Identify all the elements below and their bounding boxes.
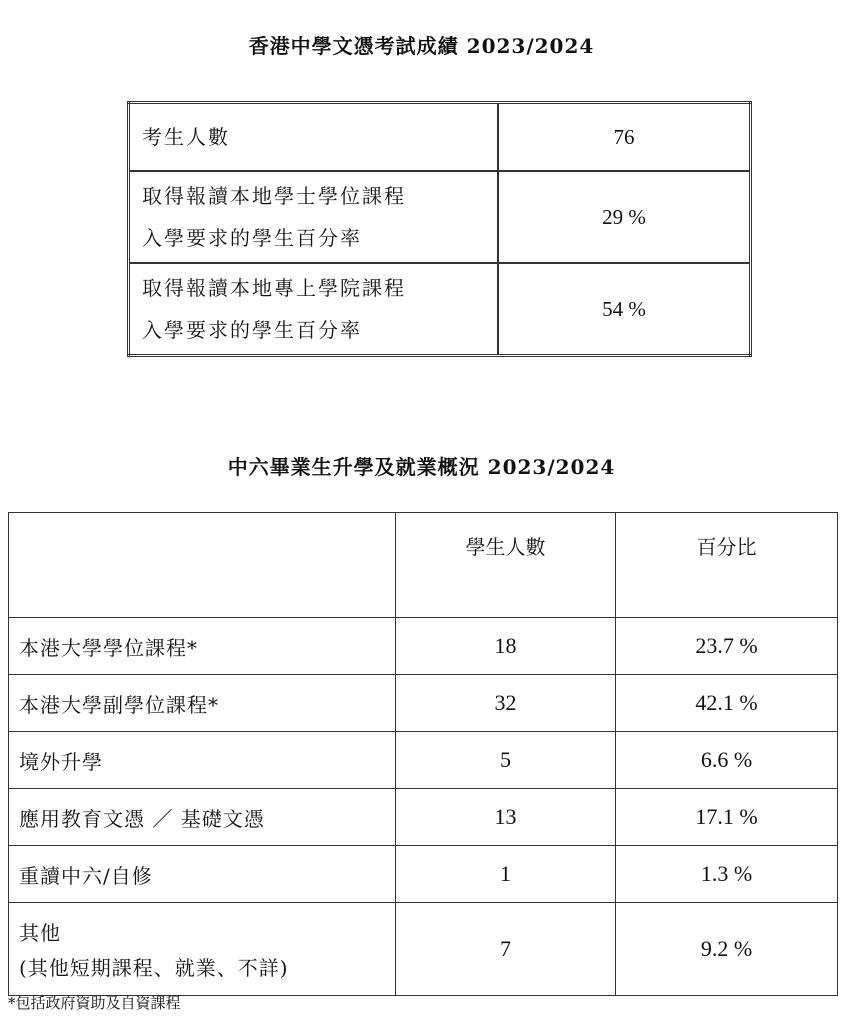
row-percent: 6.6 % (616, 732, 838, 789)
destinations-table (8, 512, 838, 996)
table-row (9, 732, 838, 789)
degree-eligibility-label (129, 171, 499, 263)
college-eligibility-label-line1: 取得報讀本地專上學院課程 (142, 276, 406, 300)
college-eligibility-label (129, 263, 499, 356)
table-row (9, 618, 838, 675)
row-count: 13 (396, 789, 616, 846)
row-label (9, 903, 396, 996)
row-percent: 23.7 % (616, 618, 838, 675)
percent-header: 百分比 (616, 513, 838, 618)
row-label: 重讀中六/自修 (9, 846, 396, 903)
candidates-value: 76 (498, 103, 751, 172)
table-row (9, 675, 838, 732)
degree-eligibility-label-line2: 入學要求的學生百分率 (142, 226, 362, 250)
degree-eligibility-value: 29 % (498, 171, 751, 263)
row-label: 本港大學副學位課程* (9, 675, 396, 732)
row-label: 本港大學學位課程* (9, 618, 396, 675)
exam-results-title: 香港中學文憑考試成績 2023/2024 (248, 34, 595, 58)
table-row (129, 103, 751, 172)
row-label: 境外升學 (9, 732, 396, 789)
college-eligibility-label-line2: 入學要求的學生百分率 (142, 318, 362, 342)
row-count: 18 (396, 618, 616, 675)
row-label-line2: (其他短期課程、就業、不詳) (19, 956, 289, 980)
row-label-line1: 其他 (19, 921, 61, 945)
exam-results-table (127, 101, 752, 357)
count-header: 學生人數 (396, 513, 616, 618)
row-percent: 9.2 % (616, 903, 838, 996)
row-count: 32 (396, 675, 616, 732)
candidates-label-text: 考生人數 (142, 125, 230, 149)
table-row (9, 789, 838, 846)
table-row (129, 171, 751, 263)
row-count: 5 (396, 732, 616, 789)
footnote: *包括政府資助及自資課程 (8, 994, 181, 1012)
degree-eligibility-label-line1: 取得報讀本地學士學位課程 (142, 184, 406, 208)
row-count: 7 (396, 903, 616, 996)
row-percent: 17.1 % (616, 789, 838, 846)
row-percent: 1.3 % (616, 846, 838, 903)
candidates-label (129, 103, 499, 172)
destinations-title: 中六畢業生升學及就業概況 2023/2024 (227, 455, 616, 479)
table-header-row (9, 513, 838, 618)
college-eligibility-value: 54 % (498, 263, 751, 356)
row-label: 應用教育文憑 ／ 基礎文憑 (9, 789, 396, 846)
row-count: 1 (396, 846, 616, 903)
table-row (9, 903, 838, 996)
row-percent: 42.1 % (616, 675, 838, 732)
table-row (9, 846, 838, 903)
empty-header-cell (9, 513, 396, 618)
table-row (129, 263, 751, 356)
